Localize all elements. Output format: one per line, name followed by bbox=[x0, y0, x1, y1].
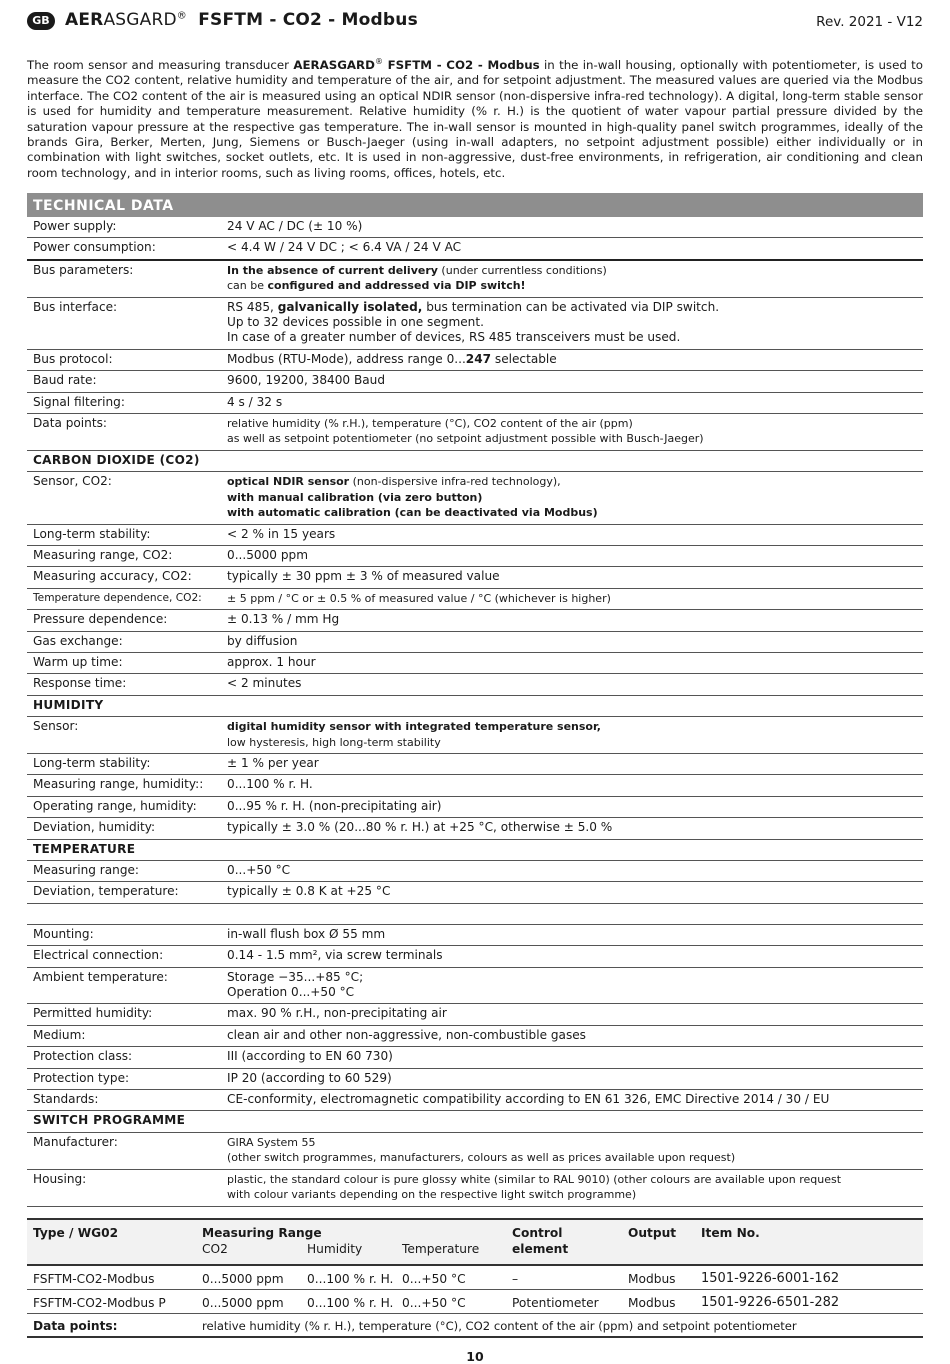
table-row bbox=[27, 1290, 923, 1314]
row-bus-interface bbox=[27, 298, 923, 350]
cell-humidity: 0...100 % r. H. bbox=[307, 1272, 394, 1286]
value: plastic, the standard colour is pure glossy white (similar to RAL 9010) (other colours are available upon request with colour variants depending on the respective light switch programme) bbox=[227, 1172, 842, 1202]
brand-bold: AER bbox=[65, 10, 104, 30]
label: Long-term stability: bbox=[33, 526, 151, 541]
footer-value: relative humidity (% r. H.), temperature (°C), CO2 content of the air (ppm) and setpoint potentiometer bbox=[202, 1319, 797, 1333]
table-row bbox=[27, 1266, 923, 1290]
row-range-temperature bbox=[27, 861, 923, 882]
cell-item: 1501-9226-6501-282 bbox=[701, 1295, 840, 1310]
value-part: configured and addressed via DIP switch! bbox=[267, 279, 526, 293]
value: ± 0.13 % / mm Hg bbox=[227, 612, 340, 627]
value: approx. 1 hour bbox=[227, 654, 316, 669]
cell-item: 1501-9226-6001-162 bbox=[701, 1271, 840, 1286]
section-title: HUMIDITY bbox=[33, 697, 104, 712]
label: Pressure dependence: bbox=[33, 612, 168, 627]
row-protection-type bbox=[27, 1069, 923, 1090]
intro-product: FSFTM - CO2 - Modbus bbox=[382, 57, 540, 72]
row-permitted-humidity bbox=[27, 1004, 923, 1025]
label: Data points: bbox=[33, 416, 107, 431]
label: Signal filtering: bbox=[33, 394, 125, 409]
label: Bus interface: bbox=[33, 299, 118, 314]
label: Standards: bbox=[33, 1092, 99, 1107]
row-response bbox=[27, 674, 923, 695]
section-co2 bbox=[27, 451, 923, 472]
label: Bus parameters: bbox=[33, 262, 134, 277]
row-gas-exchange bbox=[27, 632, 923, 653]
page-title bbox=[65, 10, 418, 30]
brand-rest: ASGARD bbox=[103, 10, 177, 30]
row-manufacturer bbox=[27, 1133, 923, 1170]
cell-temperature: 0...+50 °C bbox=[402, 1272, 466, 1286]
label: Manufacturer: bbox=[33, 1134, 118, 1149]
label: Mounting: bbox=[33, 926, 94, 941]
value: 24 V AC / DC (± 10 %) bbox=[227, 219, 363, 233]
value-part: 247 bbox=[465, 351, 492, 366]
value-part: selectable bbox=[491, 351, 557, 366]
col-temperature: Temperature bbox=[402, 1242, 480, 1256]
row-lt-stability-hum bbox=[27, 754, 923, 775]
value: < 2 minutes bbox=[227, 676, 302, 691]
page-header bbox=[27, 10, 923, 36]
technical-data-table bbox=[27, 193, 923, 1207]
value: 0...100 % r. H. bbox=[227, 777, 313, 792]
value: < 2 % in 15 years bbox=[227, 526, 336, 541]
value: ± 5 ppm / °C or ± 0.5 % of measured value / °C (whichever is higher) bbox=[227, 591, 611, 605]
value: 0...5000 ppm bbox=[227, 547, 308, 562]
cell-humidity: 0...100 % r. H. bbox=[307, 1296, 394, 1310]
label: Sensor, CO2: bbox=[33, 474, 112, 489]
label: Response time: bbox=[33, 676, 127, 691]
row-medium bbox=[27, 1026, 923, 1047]
value-part: RS 485, bbox=[227, 299, 278, 314]
row-sensor-co2 bbox=[27, 472, 923, 524]
label: Measuring range, humidity:: bbox=[33, 777, 204, 792]
cell-temperature: 0...+50 °C bbox=[402, 1296, 466, 1310]
col-type: Type / WG02 bbox=[33, 1226, 119, 1240]
label: Housing: bbox=[33, 1171, 87, 1186]
value-part: galvanically isolated, bbox=[277, 299, 423, 314]
footer-label: Data points: bbox=[33, 1319, 118, 1333]
value-part: (non-dispersive infra-red technology), bbox=[349, 475, 561, 489]
section-temperature bbox=[27, 840, 923, 861]
reg-mark: ® bbox=[176, 10, 187, 22]
cell-output: Modbus bbox=[628, 1296, 676, 1310]
label: Deviation, humidity: bbox=[33, 820, 156, 835]
value: relative humidity (% r.H.), temperature (°C), CO2 content of the air (ppm) as well as setpoint potentiometer (no setpoint adjustment possible with Busch-Jaeger) bbox=[227, 417, 704, 446]
technical-data-heading: TECHNICAL DATA bbox=[27, 193, 923, 217]
col-item: Item No. bbox=[701, 1226, 760, 1240]
value-part: with automatic calibration (can be deactivated via Modbus) bbox=[227, 506, 598, 520]
row-sensor-humidity bbox=[27, 717, 923, 754]
value-part: bus termination can be activated via DIP switch. Up to 32 devices possible in one segment. In case of a greater number of devices, RS 485 transceivers must be used. bbox=[227, 299, 720, 345]
row-warm-up bbox=[27, 653, 923, 674]
col-control-2: element bbox=[512, 1242, 569, 1256]
value-part: digital humidity sensor with integrated temperature sensor, bbox=[227, 720, 601, 734]
col-co2: CO2 bbox=[202, 1242, 228, 1256]
value-part: optical NDIR sensor bbox=[227, 475, 350, 489]
value: CE-conformity, electromagnetic compatibility according to EN 61 326, EMC Directive 2014 / 30 / EU bbox=[227, 1092, 830, 1107]
value-part: In the absence of current delivery bbox=[227, 263, 438, 277]
label: Measuring range, CO2: bbox=[33, 547, 173, 562]
order-table-footer bbox=[27, 1314, 923, 1338]
section-humidity bbox=[27, 696, 923, 717]
label: Electrical connection: bbox=[33, 948, 164, 963]
cell-control: Potentiometer bbox=[512, 1296, 599, 1310]
cell-co2: 0...5000 ppm bbox=[202, 1296, 284, 1310]
row-power-consumption bbox=[27, 238, 923, 260]
cell-output: Modbus bbox=[628, 1272, 676, 1286]
value: 0...95 % r. H. (non-precipitating air) bbox=[227, 798, 442, 813]
value: clean air and other non-aggressive, non-combustible gases bbox=[227, 1027, 586, 1042]
value: 9600, 19200, 38400 Baud bbox=[227, 373, 385, 388]
row-ambient-temperature bbox=[27, 968, 923, 1005]
label: Deviation, temperature: bbox=[33, 884, 179, 899]
cell-co2: 0...5000 ppm bbox=[202, 1272, 284, 1286]
label: Long-term stability: bbox=[33, 755, 151, 770]
product-name: FSFTM - CO2 - Modbus bbox=[198, 10, 418, 30]
label: Warm up time: bbox=[33, 654, 123, 669]
value: 0.14 - 1.5 mm², via screw terminals bbox=[227, 948, 443, 963]
section-title: CARBON DIOXIDE (CO2) bbox=[33, 452, 200, 467]
row-signal-filtering bbox=[27, 393, 923, 414]
row-standards bbox=[27, 1090, 923, 1111]
value-part: can be bbox=[227, 279, 268, 293]
label: Sensor: bbox=[33, 719, 79, 734]
value: in-wall flush box Ø 55 mm bbox=[227, 926, 386, 941]
value bbox=[227, 350, 923, 370]
row-spacer bbox=[27, 904, 923, 925]
row-temp-dependence bbox=[27, 589, 923, 610]
value: ± 1 % per year bbox=[227, 755, 319, 770]
revision: Rev. 2021 - V12 bbox=[816, 14, 923, 30]
label: Power consumption: bbox=[33, 240, 156, 255]
value-part: with manual calibration (via zero button) bbox=[227, 490, 483, 504]
order-table bbox=[27, 1218, 923, 1338]
value: max. 90 % r.H., non-precipitating air bbox=[227, 1006, 447, 1021]
value: III (according to EN 60 730) bbox=[227, 1049, 393, 1064]
value-part: Modbus (RTU-Mode), address range 0... bbox=[227, 351, 466, 366]
value: typically ± 3.0 % (20...80 % r. H.) at +25 °C, otherwise ± 5.0 % bbox=[227, 820, 613, 835]
label: Baud rate: bbox=[33, 373, 97, 388]
intro-reg: ® bbox=[374, 57, 383, 66]
value-part: (under currentless conditions) bbox=[437, 263, 607, 277]
label: Operating range, humidity: bbox=[33, 798, 197, 813]
value: typically ± 0.8 K at +25 °C bbox=[227, 884, 391, 899]
row-housing bbox=[27, 1170, 923, 1207]
col-output: Output bbox=[628, 1226, 677, 1240]
row-deviation-humidity bbox=[27, 818, 923, 839]
country-badge: GB bbox=[27, 12, 55, 30]
value: Storage −35...+85 °C; Operation 0...+50 °C bbox=[227, 969, 364, 1000]
intro-paragraph bbox=[27, 54, 923, 181]
value: 4 s / 32 s bbox=[227, 394, 283, 409]
value: < 4.4 W / 24 V DC ; < 6.4 VA / 24 V AC bbox=[227, 240, 462, 255]
label: Measuring range: bbox=[33, 863, 140, 877]
row-data-points bbox=[27, 414, 923, 451]
order-table-header bbox=[27, 1218, 923, 1266]
row-baud-rate bbox=[27, 371, 923, 392]
row-power-supply bbox=[27, 217, 923, 238]
value: IP 20 (according to 60 529) bbox=[227, 1070, 392, 1085]
intro-brand: AERASGARD bbox=[293, 57, 375, 72]
row-lt-stability-co2 bbox=[27, 525, 923, 546]
row-range-co2 bbox=[27, 546, 923, 567]
cell-type: FSFTM-CO2-Modbus P bbox=[33, 1296, 166, 1310]
intro-text-2: in the in-wall housing, optionally with potentiometer, is used to measure the CO2 content, relative humidity and temperature of the air, and for setpoint adjustment. The measured values are queried via the Modbus interface. The CO2 content of the air is measured using an optical NDIR sensor (non-dispersive infra-red technology). A digital, long-term stable sensor is used for humidity and temperature measurement. Relative humidity (% r. H.) is the quotient of water vapour partial pressure divided by the saturation vapour pressure at the respective gas temperature. The in-wall sensor is mounted in high-quality panel switch programmes, ideally of the brands Gira, Berker, Merten, Jung, Siemens or Busch-Jaeger (using in-wall adapters, no setpoint adjustment possible) either individually or in combination with light switches, socket outlets, etc. It is used in non-aggressive, dust-free environments, in refrigeration, air conditioning and clean room technology, and in interior rooms, such as living rooms, offices, hotels, etc. bbox=[27, 57, 923, 180]
intro-text-1: The room sensor and measuring transducer bbox=[27, 57, 294, 72]
value: 0...+50 °C bbox=[227, 863, 291, 877]
value: typically ± 30 ppm ± 3 % of measured value bbox=[227, 569, 500, 584]
row-deviation-temperature bbox=[27, 882, 923, 903]
cell-control: – bbox=[512, 1272, 519, 1286]
label: Temperature dependence, CO2: bbox=[33, 591, 202, 604]
row-electrical-connection bbox=[27, 946, 923, 967]
row-operating-humidity bbox=[27, 797, 923, 818]
row-range-humidity bbox=[27, 775, 923, 796]
value bbox=[227, 261, 923, 297]
col-control bbox=[512, 1225, 628, 1259]
section-title: TEMPERATURE bbox=[33, 841, 136, 856]
label: Ambient temperature: bbox=[33, 969, 168, 984]
label: Medium: bbox=[33, 1027, 86, 1042]
value bbox=[227, 717, 923, 753]
label: Protection class: bbox=[33, 1049, 133, 1064]
label: Gas exchange: bbox=[33, 633, 123, 648]
cell-type: FSFTM-CO2-Modbus bbox=[33, 1272, 155, 1286]
row-bus-parameters bbox=[27, 261, 923, 298]
label: Measuring accuracy, CO2: bbox=[33, 569, 192, 584]
value: GIRA System 55 (other switch programmes, manufacturers, colours as well as prices available upon request) bbox=[227, 1135, 736, 1165]
col-measuring-range bbox=[202, 1225, 512, 1259]
label: Bus protocol: bbox=[33, 351, 113, 366]
page-number: 10 bbox=[466, 1349, 484, 1364]
col-control-1: Control bbox=[512, 1226, 563, 1240]
col-range-title: Measuring Range bbox=[202, 1226, 322, 1240]
section-switch-programme bbox=[27, 1111, 923, 1132]
value-part: low hysteresis, high long-term stability bbox=[227, 735, 441, 749]
row-protection-class bbox=[27, 1047, 923, 1068]
row-bus-protocol bbox=[27, 350, 923, 371]
row-accuracy-co2 bbox=[27, 567, 923, 588]
value bbox=[227, 472, 923, 523]
value bbox=[227, 298, 923, 349]
label: Power supply: bbox=[33, 219, 117, 233]
section-title: SWITCH PROGRAMME bbox=[33, 1113, 186, 1128]
value: by diffusion bbox=[227, 633, 298, 648]
row-mounting bbox=[27, 925, 923, 946]
row-pressure-dependence bbox=[27, 610, 923, 631]
label: Permitted humidity: bbox=[33, 1006, 153, 1021]
col-humidity: Humidity bbox=[307, 1242, 363, 1256]
label: Protection type: bbox=[33, 1070, 130, 1085]
col-range-sub bbox=[202, 1241, 512, 1257]
